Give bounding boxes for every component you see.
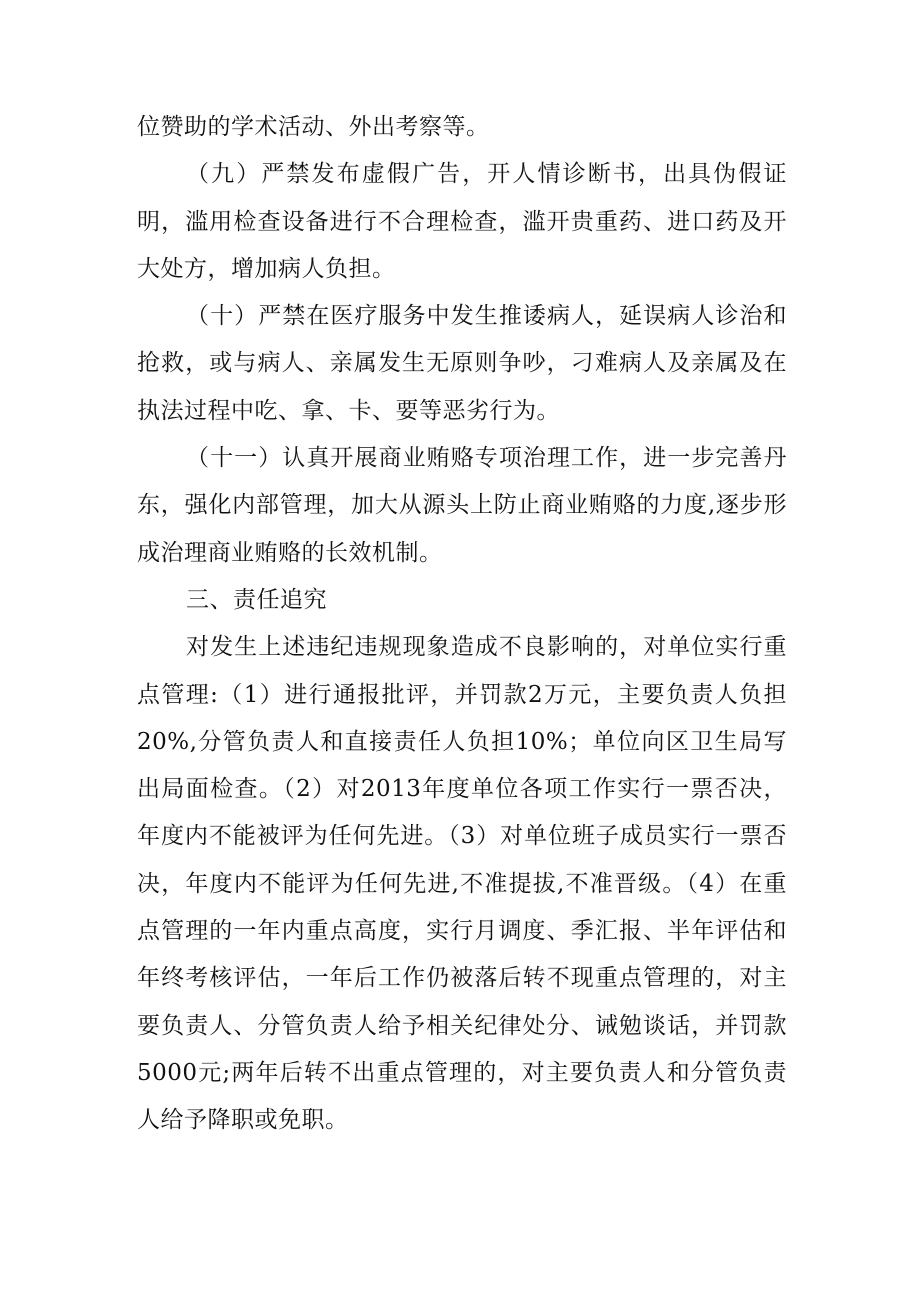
paragraph-item-11: （十一）认真开展商业贿赂专项治理工作，进一步完善丹东，强化内部管理，加大从源头上防止商业贿赂的力度,逐步形成治理商业贿赂的长效机制。 <box>137 445 787 566</box>
section-heading-accountability: 三、责任追究 <box>186 586 327 613</box>
document-body <box>137 104 787 1145</box>
paragraph-item-9: （九）严禁发布虚假广告，开人情诊断书，出具伪假证明，滥用检查设备进行不合理检查，滥开贵重药、进口药及开大处方，增加病人负担。 <box>137 161 787 282</box>
paragraph-continuation: 位赞助的学术活动、外出考察等。 <box>137 114 490 140</box>
paragraph-item-10: （十）严禁在医疗服务中发生推诿病人，延误病人诊治和抢救，或与病人、亲属发生无原则争吵，刁难病人及亲属及在执法过程中吃、拿、卡、要等恶劣行为。 <box>137 303 787 424</box>
paragraph-accountability: 对发生上述违纪违规现象造成不良影响的，对单位实行重点管理:（1）进行通报批评，并罚款2万元，主要负责人负担20%,分管负责人和直接责任人负担10%；单位向区卫生局写出局面检查。（2）对2013年度单位各项工作实行一票否决，年度内不能被评为任何先进。（3）对单位班子成员实行一票否决，年度内不能评为任何先进,不准提拔,不准晋级。（4）在重点管理的一年内重点高度，实行月调度、季汇报、半年评估和年终考核评估，一年后工作仍被落后转不现重点管理的，对主要负责人、分管负责人给予相关纪律处分、诫勉谈话，并罚款5000元;两年后转不出重点管理的，对主要负责人和分管负责人给予降职或免职。 <box>137 634 787 1134</box>
